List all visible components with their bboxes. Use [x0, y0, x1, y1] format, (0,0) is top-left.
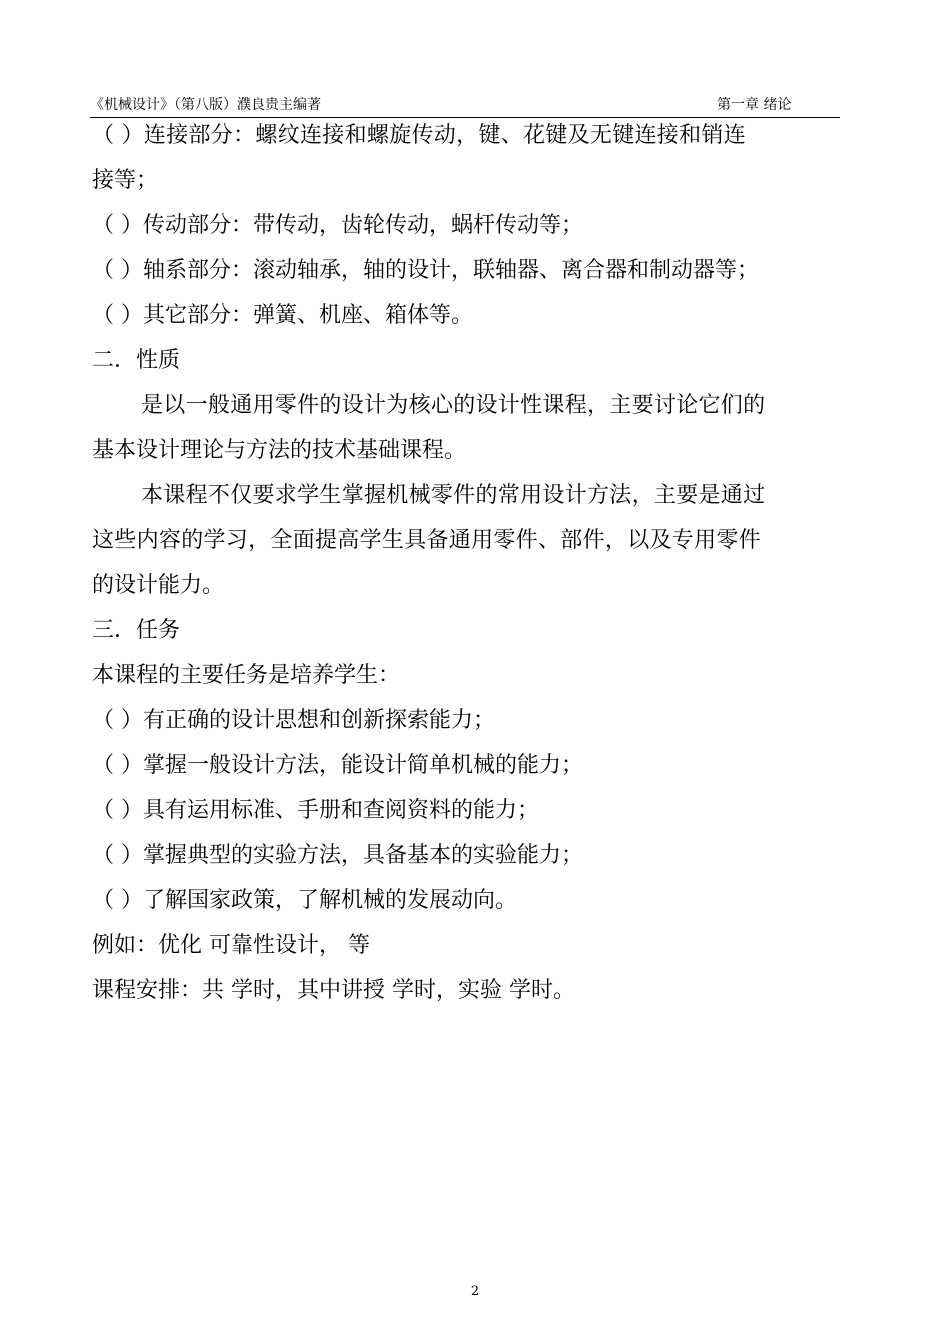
header-rule: [90, 117, 840, 118]
header-book-title: 《机械设计》（第八版）濮良贵主编著: [90, 97, 321, 113]
section-heading: 三．任务: [92, 618, 181, 643]
text-line: 接等；: [92, 168, 159, 193]
paragraph-line: 是以一般通用零件的设计为核心的设计性课程，主要讨论它们的: [141, 393, 766, 418]
paragraph-line: 的设计能力。: [92, 573, 225, 598]
text-line: （ ）轴系部分：滚动轴承，轴的设计，联轴器、离合器和制动器等；: [92, 258, 759, 283]
list-item: （ ）有正确的设计思想和创新探索能力；: [92, 708, 495, 733]
text-line: （ ）其它部分：弹簧、机座、箱体等。: [92, 303, 473, 328]
paragraph-line: 基本设计理论与方法的技术基础课程。: [92, 438, 467, 463]
text-line: （ ）传动部分：带传动，齿轮传动，蜗杆传动等；: [92, 213, 583, 238]
page-header: [90, 96, 835, 118]
section-heading: 二．性质: [92, 348, 181, 373]
paragraph-line: 本课程不仅要求学生掌握机械零件的常用设计方法，主要是通过: [141, 483, 766, 508]
text-line: （ ）连接部分：螺纹连接和螺旋传动，键、花键及无键连接和销连: [92, 123, 746, 148]
list-item: （ ）了解国家政策，了解机械的发展动向。: [92, 888, 517, 913]
list-item: （ ）掌握典型的实验方法，具备基本的实验能力；: [92, 843, 583, 868]
header-chapter-title: 第一章 绪论: [717, 97, 792, 113]
text-line: 本课程的主要任务是培养学生：: [92, 663, 401, 688]
list-item: （ ）具有运用标准、手册和查阅资料的能力；: [92, 798, 539, 823]
page-number: 2: [470, 1284, 480, 1299]
list-item: （ ）掌握一般设计方法，能设计简单机械的能力；: [92, 753, 583, 778]
text-line: 例如：优化 可靠性设计， 等: [92, 933, 370, 958]
paragraph-line: 这些内容的学习，全面提高学生具备通用零件、部件，以及专用零件: [92, 528, 762, 553]
text-line: 课程安排：共 学时，其中讲授 学时，实验 学时。: [92, 978, 575, 1003]
